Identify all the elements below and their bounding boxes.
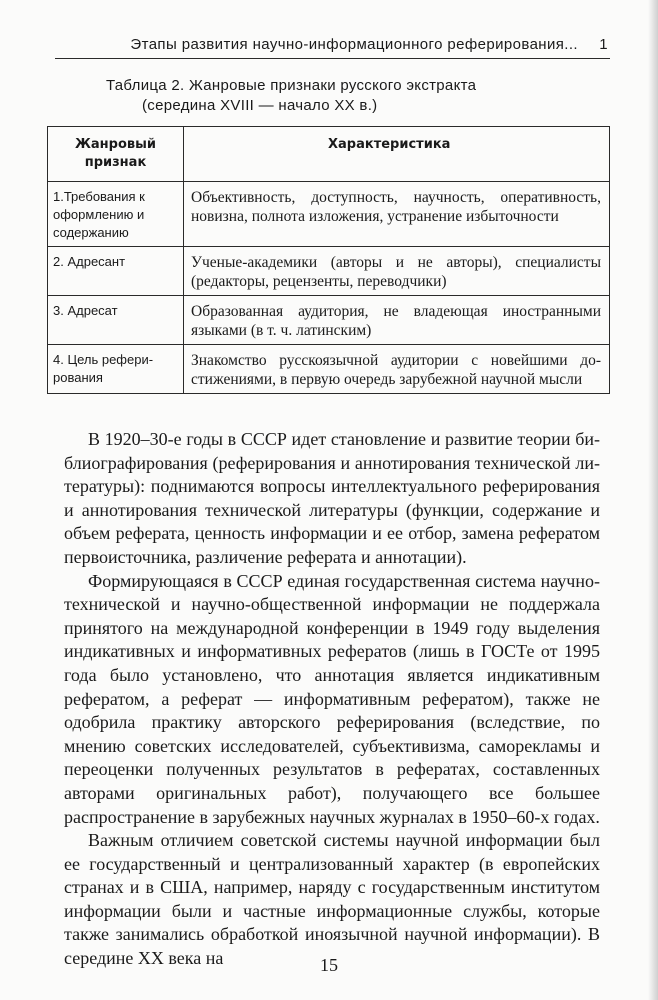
row-feature-label: 2. Адресант bbox=[53, 254, 126, 269]
body-paragraph: Важным отличием советской системы научной информации был ее государственный и централизованный характер (в европейских странах и в США, например, наряду с государственным институтом информации были и частные информационные службы, которые также занимались обработкой иноязычной научной информации). В середине XX века на bbox=[64, 830, 600, 969]
chapter-number: 1 bbox=[599, 36, 608, 53]
header-characteristic: Характеристика bbox=[184, 127, 610, 182]
genre-features-table bbox=[47, 126, 610, 394]
row-feature-cell bbox=[48, 182, 184, 247]
header-genre-feature: Жанровый признак bbox=[48, 127, 184, 182]
table-caption-title: Таблица 2. Жанровые признаки русского экстракта bbox=[106, 77, 477, 94]
row-description-cell: Объективность, доступность, научность, оперативность, новизна, полнота изложения, устранение избыточности bbox=[184, 182, 610, 247]
table-row bbox=[48, 296, 610, 345]
row-description-cell: Образованная аудитория, не владеющая иностранными языками (в т. ч. латинским) bbox=[184, 296, 610, 345]
row-description-cell: Ученые-академики (авторы и не авторы), специалисты (редакторы, рецензенты, переводчики) bbox=[184, 247, 610, 296]
table-row bbox=[48, 247, 610, 296]
page-number: 15 bbox=[320, 955, 338, 975]
table-header-row bbox=[48, 127, 610, 182]
running-head-title: Этапы развития научно-информационного реферирования... bbox=[130, 36, 578, 53]
row-feature-label: 3. Адресат bbox=[53, 303, 118, 318]
page-edge-shadow bbox=[648, 0, 658, 1000]
table-caption bbox=[0, 76, 658, 116]
row-feature-cell bbox=[48, 296, 184, 345]
table-row bbox=[48, 345, 610, 394]
body-paragraph: Формирующаяся в СССР единая государственная система научно-технической и научно-общественной информации не поддержала принятого на международной конференции в 1949 году выделения индикативных и информативных рефератов (лишь в ГОСТе от 1995 года было установлено, что аннотация является индикативным рефератом, а реферат — информативным рефератом), также не одобрила практику авторского реферирования (вследствие, по мнению советских исследователей, субъективизма, саморекламы и переоценки полученных результатов в рефератах, составленных авторами оригинальных работ), получающего все большее распространение в зарубежных научных журналах в 1950–60-х годах. bbox=[64, 570, 600, 827]
row-feature-label: 4. Цель реферирования bbox=[53, 352, 154, 385]
body-text bbox=[64, 428, 600, 971]
row-description-cell: Знакомство русскоязычной аудитории с новейшими достижениями, в первую очередь зарубежной научной мысли bbox=[184, 345, 610, 394]
row-feature-label: 1.Требования к оформлению и содержанию bbox=[53, 189, 145, 240]
row-feature-cell bbox=[48, 345, 184, 394]
running-head bbox=[55, 30, 610, 59]
row-feature-cell bbox=[48, 247, 184, 296]
table-row bbox=[48, 182, 610, 247]
body-paragraph: В 1920–30-е годы в СССР идет становление и развитие теории библиографирования (реферирования и аннотирования технической литературы): поднимаются вопросы интеллектуального реферирования и аннотирования технической литературы (функции, содержание и объем реферата, ценность информации и ее отбор, замена рефератом первоисточника, различение реферата и аннотации). bbox=[64, 429, 600, 567]
table-caption-period: (середина XVIII — начало XX в.) bbox=[142, 97, 378, 114]
